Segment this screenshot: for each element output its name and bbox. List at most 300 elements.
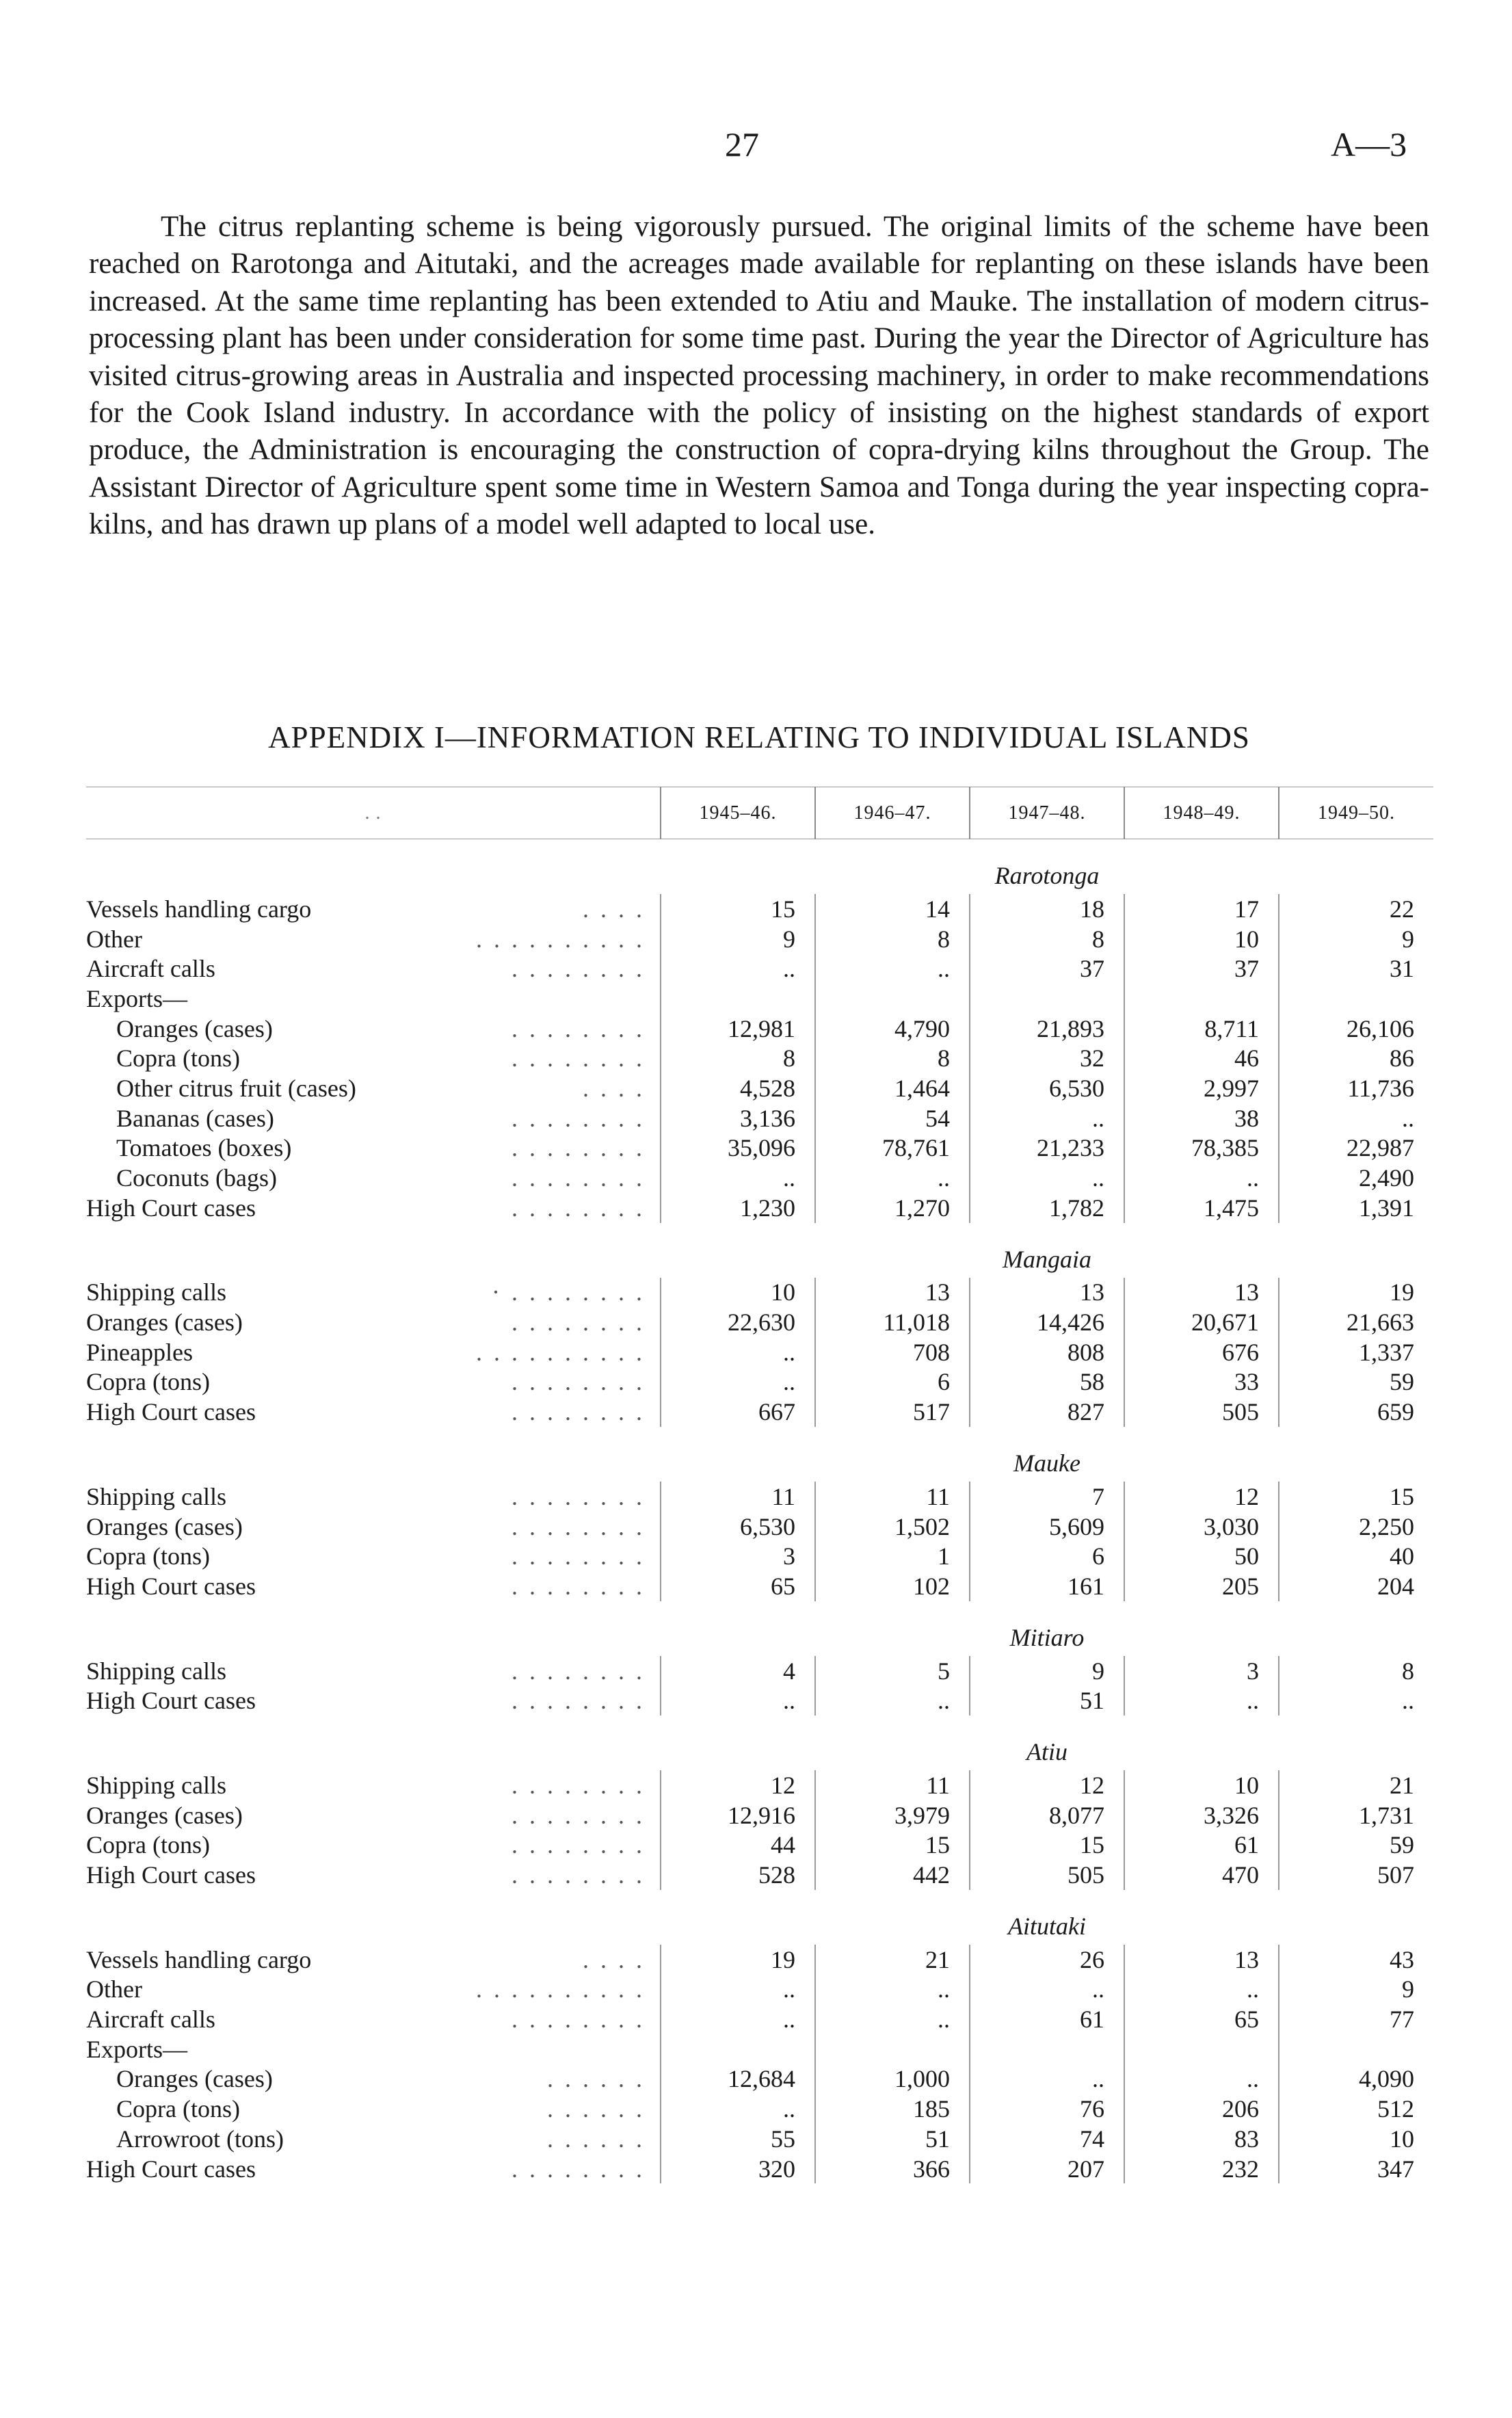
row-label-cell bbox=[86, 2004, 661, 2034]
value-cell: 442 bbox=[815, 1860, 970, 1890]
leader-dots: . . . . . . . . bbox=[512, 1368, 645, 1396]
leader-dots: · . . . . . . . . bbox=[492, 1278, 645, 1306]
value-cell: .. bbox=[1124, 1685, 1279, 1716]
row-label: Oranges (cases) bbox=[116, 2065, 273, 2093]
value-cell: 61 bbox=[970, 2004, 1124, 2034]
row-label-cell bbox=[86, 1770, 661, 1800]
table-row bbox=[86, 1571, 1433, 1601]
row-label-cell bbox=[86, 2034, 661, 2064]
row-label-cell bbox=[86, 1337, 661, 1367]
row-label-cell bbox=[86, 1103, 661, 1133]
island-section-heading-row bbox=[86, 1890, 1433, 1945]
value-cell: 14 bbox=[815, 894, 970, 924]
spacer-cell bbox=[86, 1716, 661, 1770]
leader-dots: . . . . . . . . bbox=[512, 1512, 645, 1540]
value-cell: 44 bbox=[661, 1830, 815, 1861]
spacer-cell bbox=[86, 1427, 661, 1482]
value-cell: 9 bbox=[1279, 924, 1433, 954]
island-section-heading-row bbox=[86, 1427, 1433, 1482]
island-section-heading-row bbox=[86, 1716, 1433, 1770]
row-label-cell bbox=[86, 1133, 661, 1164]
island-section-heading-row bbox=[86, 1223, 1433, 1278]
island-section-heading-row bbox=[86, 1601, 1433, 1656]
leader-dots: . . . . . . . . bbox=[512, 1572, 645, 1600]
value-cell: 512 bbox=[1279, 2094, 1433, 2124]
row-label-cell bbox=[86, 1685, 661, 1716]
row-label-cell bbox=[86, 984, 661, 1014]
row-label: Aircraft calls bbox=[86, 955, 215, 983]
island-name: Rarotonga bbox=[994, 862, 1100, 889]
value-cell: 10 bbox=[1124, 924, 1279, 954]
value-cell: 21 bbox=[1279, 1770, 1433, 1800]
value-cell: 83 bbox=[1124, 2124, 1279, 2154]
row-label: Shipping calls bbox=[86, 1771, 226, 1799]
value-cell bbox=[661, 984, 815, 1014]
row-label: High Court cases bbox=[86, 1572, 256, 1600]
table-row bbox=[86, 1830, 1433, 1861]
value-cell: 205 bbox=[1124, 1571, 1279, 1601]
header-corner: . . bbox=[86, 787, 661, 839]
value-cell: 11 bbox=[815, 1482, 970, 1512]
leader-dots: . . . . . . . . bbox=[512, 1831, 645, 1859]
row-label-cell bbox=[86, 2064, 661, 2094]
value-cell: 366 bbox=[815, 2154, 970, 2184]
row-label: Copra (tons) bbox=[86, 1368, 210, 1396]
value-cell: 161 bbox=[970, 1571, 1124, 1601]
value-cell: 37 bbox=[1124, 954, 1279, 984]
row-label: Other bbox=[86, 1975, 142, 2003]
value-cell: 19 bbox=[1279, 1278, 1433, 1308]
row-label-cell bbox=[86, 1830, 661, 1861]
leader-dots: . . . . . . . . bbox=[512, 1044, 645, 1073]
value-cell: 7 bbox=[970, 1482, 1124, 1512]
value-cell: 13 bbox=[815, 1278, 970, 1308]
table-row bbox=[86, 1656, 1433, 1686]
table-row bbox=[86, 1685, 1433, 1716]
row-label-cell bbox=[86, 1800, 661, 1830]
leader-dots: . . . . . . bbox=[547, 2065, 645, 2093]
value-cell: 1,337 bbox=[1279, 1337, 1433, 1367]
value-cell: 22,630 bbox=[661, 1307, 815, 1337]
value-cell: 8 bbox=[815, 924, 970, 954]
table-row bbox=[86, 1770, 1433, 1800]
value-cell bbox=[970, 2034, 1124, 2064]
value-cell: 15 bbox=[1279, 1482, 1433, 1512]
row-label-cell bbox=[86, 1397, 661, 1427]
row-label-cell bbox=[86, 1367, 661, 1397]
value-cell: 78,385 bbox=[1124, 1133, 1279, 1164]
value-cell: .. bbox=[1124, 1163, 1279, 1193]
value-cell: 8 bbox=[815, 1043, 970, 1073]
table-row bbox=[86, 924, 1433, 954]
row-label: Bananas (cases) bbox=[116, 1104, 274, 1132]
leader-dots: . . . . . . . . bbox=[512, 1164, 645, 1192]
value-cell: 11,018 bbox=[815, 1307, 970, 1337]
table-row bbox=[86, 1945, 1433, 1975]
table-row bbox=[86, 954, 1433, 984]
value-cell: 232 bbox=[1124, 2154, 1279, 2184]
value-cell bbox=[661, 2034, 815, 2064]
value-cell: 15 bbox=[815, 1830, 970, 1861]
value-cell: 86 bbox=[1279, 1043, 1433, 1073]
year-header: 1947–48. bbox=[970, 787, 1124, 839]
value-cell: 40 bbox=[1279, 1541, 1433, 1571]
table-row bbox=[86, 894, 1433, 924]
value-cell: 1,475 bbox=[1124, 1193, 1279, 1223]
table-row bbox=[86, 2064, 1433, 2094]
year-header: 1946–47. bbox=[815, 787, 970, 839]
value-cell: 59 bbox=[1279, 1830, 1433, 1861]
row-label-cell bbox=[86, 1278, 661, 1308]
document-reference: A—3 bbox=[1331, 125, 1407, 163]
table-row bbox=[86, 1014, 1433, 1044]
value-cell: 8 bbox=[661, 1043, 815, 1073]
value-cell: 1,230 bbox=[661, 1193, 815, 1223]
row-label: High Court cases bbox=[86, 1194, 256, 1222]
row-label-cell bbox=[86, 1073, 661, 1103]
value-cell: 1,502 bbox=[815, 1512, 970, 1542]
table-body bbox=[86, 839, 1433, 2184]
value-cell: 51 bbox=[970, 1685, 1124, 1716]
value-cell: 470 bbox=[1124, 1860, 1279, 1890]
row-label: Copra (tons) bbox=[116, 1044, 240, 1073]
value-cell: 3,136 bbox=[661, 1103, 815, 1133]
value-cell: 4,090 bbox=[1279, 2064, 1433, 2094]
value-cell: 74 bbox=[970, 2124, 1124, 2154]
value-cell: 8 bbox=[1279, 1656, 1433, 1686]
value-cell: 827 bbox=[970, 1397, 1124, 1427]
value-cell: 4 bbox=[661, 1656, 815, 1686]
value-cell: 15 bbox=[970, 1830, 1124, 1861]
value-cell: 10 bbox=[661, 1278, 815, 1308]
value-cell: 26 bbox=[970, 1945, 1124, 1975]
value-cell: 17 bbox=[1124, 894, 1279, 924]
value-cell: 77 bbox=[1279, 2004, 1433, 2034]
value-cell: .. bbox=[1279, 1685, 1433, 1716]
value-cell bbox=[1124, 984, 1279, 1014]
value-cell: 21,893 bbox=[970, 1014, 1124, 1044]
value-cell: .. bbox=[970, 1163, 1124, 1193]
table-row bbox=[86, 1800, 1433, 1830]
value-cell: 6 bbox=[970, 1541, 1124, 1571]
value-cell: 3,030 bbox=[1124, 1512, 1279, 1542]
leader-dots: . . . . . . bbox=[547, 2125, 645, 2153]
row-label: High Court cases bbox=[86, 2155, 256, 2183]
value-cell: 4,790 bbox=[815, 1014, 970, 1044]
leader-dots: . . . . . . . . bbox=[512, 1482, 645, 1510]
value-cell: 2,490 bbox=[1279, 1163, 1433, 1193]
value-cell: 18 bbox=[970, 894, 1124, 924]
islands-table-container bbox=[86, 787, 1433, 2183]
value-cell: 21,663 bbox=[1279, 1307, 1433, 1337]
leader-dots: . . . . bbox=[583, 1945, 645, 1973]
table-row bbox=[86, 2154, 1433, 2184]
leader-dots: . . . . . . . . bbox=[512, 1771, 645, 1799]
value-cell: 12,684 bbox=[661, 2064, 815, 2094]
islands-table bbox=[86, 787, 1433, 2183]
row-label-cell bbox=[86, 1571, 661, 1601]
row-label: Shipping calls bbox=[86, 1278, 226, 1306]
value-cell: 10 bbox=[1279, 2124, 1433, 2154]
leader-dots: . . . . . . . . bbox=[512, 1398, 645, 1426]
table-row bbox=[86, 2124, 1433, 2154]
leader-dots: . . . . bbox=[583, 1074, 645, 1102]
value-cell: 50 bbox=[1124, 1541, 1279, 1571]
value-cell bbox=[1279, 984, 1433, 1014]
row-label-cell bbox=[86, 2124, 661, 2154]
body-paragraph: The citrus replanting scheme is being vigorously pursued. The original limits of the scheme have been reached on Rarotonga and Aitutaki, and the acreages made available for replanting on these islands have been increased. At the same time replanting has been extended to Atiu and Mauke. The installation of modern citrus-processing plant has been under consideration for some time past. During the year the Director of Agriculture has visited citrus-growing areas in Australia and inspected processing machinery, in order to make recommendations for the Cook Island industry. In accordance with the policy of insisting on the highest standards of export produce, the Administration is encouraging the construction of copra-drying kilns throughout the Group. The Assistant Director of Agriculture spent some time in Western Samoa and Tonga during the year inspecting copra-kilns, and has drawn up plans of a model well adapted to local use. bbox=[89, 211, 1429, 541]
leader-dots: . . . . . . . . bbox=[512, 1104, 645, 1132]
value-cell: 14,426 bbox=[970, 1307, 1124, 1337]
row-label: Copra (tons) bbox=[86, 1831, 210, 1859]
row-label: Exports— bbox=[86, 2035, 187, 2063]
row-label: High Court cases bbox=[86, 1687, 256, 1715]
table-row bbox=[86, 1307, 1433, 1337]
island-name: Mitiaro bbox=[1009, 1623, 1085, 1651]
value-cell: 19 bbox=[661, 1945, 815, 1975]
value-cell: 32 bbox=[970, 1043, 1124, 1073]
value-cell: 13 bbox=[1124, 1278, 1279, 1308]
spacer-cell bbox=[86, 839, 661, 895]
spacer-cell bbox=[86, 1601, 661, 1656]
value-cell bbox=[1124, 2034, 1279, 2064]
value-cell: 33 bbox=[1124, 1367, 1279, 1397]
island-name: Mauke bbox=[1013, 1449, 1080, 1477]
value-cell: 12,916 bbox=[661, 1800, 815, 1830]
value-cell: 22 bbox=[1279, 894, 1433, 924]
value-cell: 8,077 bbox=[970, 1800, 1124, 1830]
value-cell: 31 bbox=[1279, 954, 1433, 984]
value-cell: .. bbox=[815, 2004, 970, 2034]
value-cell: 11 bbox=[815, 1770, 970, 1800]
value-cell: 347 bbox=[1279, 2154, 1433, 2184]
table-row bbox=[86, 1073, 1433, 1103]
row-label: Oranges (cases) bbox=[86, 1801, 243, 1829]
value-cell: 20,671 bbox=[1124, 1307, 1279, 1337]
value-cell: 5 bbox=[815, 1656, 970, 1686]
value-cell: 505 bbox=[1124, 1397, 1279, 1427]
value-cell: 102 bbox=[815, 1571, 970, 1601]
row-label-cell bbox=[86, 924, 661, 954]
value-cell: 185 bbox=[815, 2094, 970, 2124]
value-cell: 46 bbox=[1124, 1043, 1279, 1073]
row-label: Pineapples bbox=[86, 1338, 193, 1366]
value-cell: 21,233 bbox=[970, 1133, 1124, 1164]
row-label-cell bbox=[86, 1307, 661, 1337]
table-row bbox=[86, 1103, 1433, 1133]
row-label-cell bbox=[86, 1541, 661, 1571]
leader-dots: . . . . . . . . bbox=[512, 1134, 645, 1162]
table-row bbox=[86, 984, 1433, 1014]
value-cell: 12,981 bbox=[661, 1014, 815, 1044]
value-cell: 55 bbox=[661, 2124, 815, 2154]
table-row bbox=[86, 2034, 1433, 2064]
value-cell: 507 bbox=[1279, 1860, 1433, 1890]
header-row bbox=[86, 787, 1433, 839]
row-label-cell bbox=[86, 1014, 661, 1044]
row-label-cell bbox=[86, 1043, 661, 1073]
row-label: Arrowroot (tons) bbox=[116, 2125, 284, 2153]
value-cell: 38 bbox=[1124, 1103, 1279, 1133]
row-label: Copra (tons) bbox=[86, 1542, 210, 1571]
row-label-cell bbox=[86, 954, 661, 984]
row-label-cell bbox=[86, 1482, 661, 1512]
value-cell: 35,096 bbox=[661, 1133, 815, 1164]
value-cell: 59 bbox=[1279, 1367, 1433, 1397]
value-cell: 22,987 bbox=[1279, 1133, 1433, 1164]
value-cell: 1,731 bbox=[1279, 1800, 1433, 1830]
value-cell: 676 bbox=[1124, 1337, 1279, 1367]
row-label: Shipping calls bbox=[86, 1657, 226, 1685]
value-cell: 1,782 bbox=[970, 1193, 1124, 1223]
row-label-cell bbox=[86, 1945, 661, 1975]
value-cell: 15 bbox=[661, 894, 815, 924]
value-cell: .. bbox=[815, 1685, 970, 1716]
table-row bbox=[86, 1512, 1433, 1542]
value-cell bbox=[815, 984, 970, 1014]
value-cell: 6 bbox=[815, 1367, 970, 1397]
leader-dots: . . . . . . . . bbox=[512, 1194, 645, 1222]
row-label: Vessels handling cargo bbox=[86, 1945, 312, 1973]
row-label: High Court cases bbox=[86, 1861, 256, 1889]
value-cell: 6,530 bbox=[661, 1512, 815, 1542]
leader-dots: . . . . . . . . . . bbox=[476, 1975, 645, 2003]
row-label-cell bbox=[86, 1656, 661, 1686]
row-label: Other bbox=[86, 925, 142, 953]
value-cell: .. bbox=[661, 1163, 815, 1193]
value-cell: .. bbox=[815, 954, 970, 984]
island-name: Aitutaki bbox=[1008, 1912, 1086, 1940]
spacer-cell bbox=[86, 1223, 661, 1278]
value-cell: 11 bbox=[661, 1482, 815, 1512]
year-header: 1945–46. bbox=[661, 787, 815, 839]
table-row bbox=[86, 1043, 1433, 1073]
value-cell: 65 bbox=[661, 1571, 815, 1601]
row-label: High Court cases bbox=[86, 1398, 256, 1426]
row-label: Tomatoes (boxes) bbox=[116, 1134, 292, 1162]
value-cell: .. bbox=[661, 2094, 815, 2124]
value-cell bbox=[1279, 2034, 1433, 2064]
value-cell: .. bbox=[970, 2064, 1124, 2094]
table-header bbox=[86, 787, 1433, 839]
value-cell: 12 bbox=[970, 1770, 1124, 1800]
value-cell: .. bbox=[970, 1975, 1124, 2005]
value-cell: 12 bbox=[661, 1770, 815, 1800]
table-row bbox=[86, 1541, 1433, 1571]
value-cell: 78,761 bbox=[815, 1133, 970, 1164]
leader-dots: . . . . . . . . bbox=[512, 955, 645, 983]
value-cell: 2,997 bbox=[1124, 1073, 1279, 1103]
spacer-cell bbox=[86, 1890, 661, 1945]
year-header: 1949–50. bbox=[1279, 787, 1433, 839]
leader-dots: . . . . . . . . bbox=[512, 1542, 645, 1571]
value-cell: 26,106 bbox=[1279, 1014, 1433, 1044]
value-cell: 2,250 bbox=[1279, 1512, 1433, 1542]
value-cell bbox=[815, 2034, 970, 2064]
leader-dots: . . . . . . . . bbox=[512, 1687, 645, 1715]
value-cell: .. bbox=[661, 2004, 815, 2034]
value-cell: 21 bbox=[815, 1945, 970, 1975]
leader-dots: . . . . . . . . bbox=[512, 2006, 645, 2034]
value-cell: 12 bbox=[1124, 1482, 1279, 1512]
value-cell: .. bbox=[661, 1337, 815, 1367]
value-cell bbox=[970, 984, 1124, 1014]
value-cell: 9 bbox=[970, 1656, 1124, 1686]
leader-dots: . . . . . . . . bbox=[512, 1309, 645, 1337]
value-cell: 808 bbox=[970, 1337, 1124, 1367]
row-label: Vessels handling cargo bbox=[86, 895, 312, 923]
value-cell: 1 bbox=[815, 1541, 970, 1571]
value-cell: 43 bbox=[1279, 1945, 1433, 1975]
row-label-cell bbox=[86, 1860, 661, 1890]
leader-dots: . . . . . . . . bbox=[512, 1801, 645, 1829]
row-label-cell bbox=[86, 1512, 661, 1542]
row-label-cell bbox=[86, 894, 661, 924]
value-cell: 13 bbox=[1124, 1945, 1279, 1975]
row-label: Oranges (cases) bbox=[86, 1309, 243, 1337]
value-cell: 61 bbox=[1124, 1830, 1279, 1861]
value-cell: 667 bbox=[661, 1397, 815, 1427]
leader-dots: . . . . . . bbox=[547, 2095, 645, 2123]
value-cell: .. bbox=[970, 1103, 1124, 1133]
leader-dots: . . . . . . . . . . bbox=[476, 925, 645, 953]
leader-dots: . . . . . . . . bbox=[512, 1014, 645, 1042]
row-label: Copra (tons) bbox=[116, 2095, 240, 2123]
table-row bbox=[86, 1975, 1433, 2005]
table-row bbox=[86, 1367, 1433, 1397]
value-cell: 76 bbox=[970, 2094, 1124, 2124]
row-label-cell bbox=[86, 2154, 661, 2184]
value-cell: .. bbox=[1124, 2064, 1279, 2094]
value-cell: 708 bbox=[815, 1337, 970, 1367]
value-cell: 8 bbox=[970, 924, 1124, 954]
value-cell: 505 bbox=[970, 1860, 1124, 1890]
value-cell: 6,530 bbox=[970, 1073, 1124, 1103]
value-cell: 1,464 bbox=[815, 1073, 970, 1103]
value-cell: 528 bbox=[661, 1860, 815, 1890]
row-label-cell bbox=[86, 2094, 661, 2124]
value-cell: 51 bbox=[815, 2124, 970, 2154]
value-cell: 37 bbox=[970, 954, 1124, 984]
value-cell: 320 bbox=[661, 2154, 815, 2184]
value-cell: 10 bbox=[1124, 1770, 1279, 1800]
value-cell: .. bbox=[815, 1975, 970, 2005]
value-cell: 11,736 bbox=[1279, 1073, 1433, 1103]
table-row bbox=[86, 1278, 1433, 1308]
table-row bbox=[86, 1133, 1433, 1164]
row-label: Aircraft calls bbox=[86, 2006, 215, 2034]
value-cell: .. bbox=[1279, 1103, 1433, 1133]
value-cell: .. bbox=[661, 1685, 815, 1716]
row-label: Shipping calls bbox=[86, 1482, 226, 1510]
leader-dots: . . . . bbox=[583, 895, 645, 923]
value-cell: .. bbox=[815, 1163, 970, 1193]
leader-dots: . . . . . . . . bbox=[512, 1861, 645, 1889]
value-cell: 207 bbox=[970, 2154, 1124, 2184]
value-cell: 58 bbox=[970, 1367, 1124, 1397]
island-name: Mangaia bbox=[1003, 1245, 1091, 1273]
table-row bbox=[86, 1337, 1433, 1367]
table-row bbox=[86, 1193, 1433, 1223]
table-row bbox=[86, 1163, 1433, 1193]
row-label-cell bbox=[86, 1163, 661, 1193]
row-label-cell bbox=[86, 1193, 661, 1223]
value-cell: .. bbox=[661, 954, 815, 984]
year-header: 1948–49. bbox=[1124, 787, 1279, 839]
value-cell: 54 bbox=[815, 1103, 970, 1133]
row-label: Exports— bbox=[86, 984, 187, 1012]
value-cell: .. bbox=[661, 1975, 815, 2005]
